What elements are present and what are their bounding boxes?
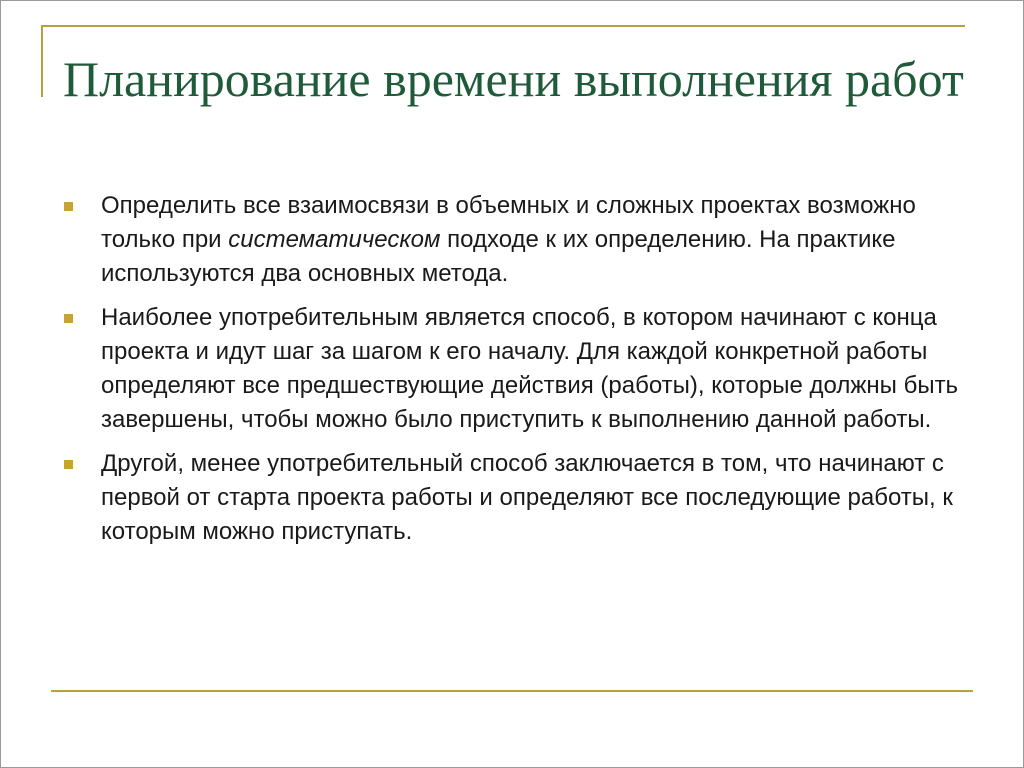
bullet-text-after: подходе к их определению. На практике используются два основных метода. <box>101 226 896 287</box>
bullet-text-before: Определить все взаимосвязи в объемных и сложных проектах возможно только при <box>101 192 916 253</box>
square-bullet-icon <box>64 460 73 469</box>
bullet-text: Наиболее употребительным является способ, в котором начинают с конца проекта и идут шаг за шагом к его началу. Для каждой конкретной работы определяют все предшествующие действия (работы), которые должны быть завершены, чтобы можно было приступить к выполнению данной работы. <box>101 304 959 433</box>
bullet-list <box>61 189 961 559</box>
bullet-emphasis: систематическом <box>228 226 441 253</box>
bottom-accent-rule <box>51 690 973 692</box>
square-bullet-icon <box>64 314 73 323</box>
bullet-item <box>61 301 961 437</box>
bullet-item <box>61 447 961 549</box>
bullet-text: Другой, менее употребительный способ заключается в том, что начинают с первой от старта проекта работы и определяют все последующие работы, к которым можно приступать. <box>101 450 953 545</box>
slide-title: Планирование времени выполнения работ <box>63 51 964 107</box>
top-accent-rule <box>41 25 965 27</box>
left-accent-rule <box>41 25 43 97</box>
bullet-item <box>61 189 961 291</box>
square-bullet-icon <box>64 202 73 211</box>
